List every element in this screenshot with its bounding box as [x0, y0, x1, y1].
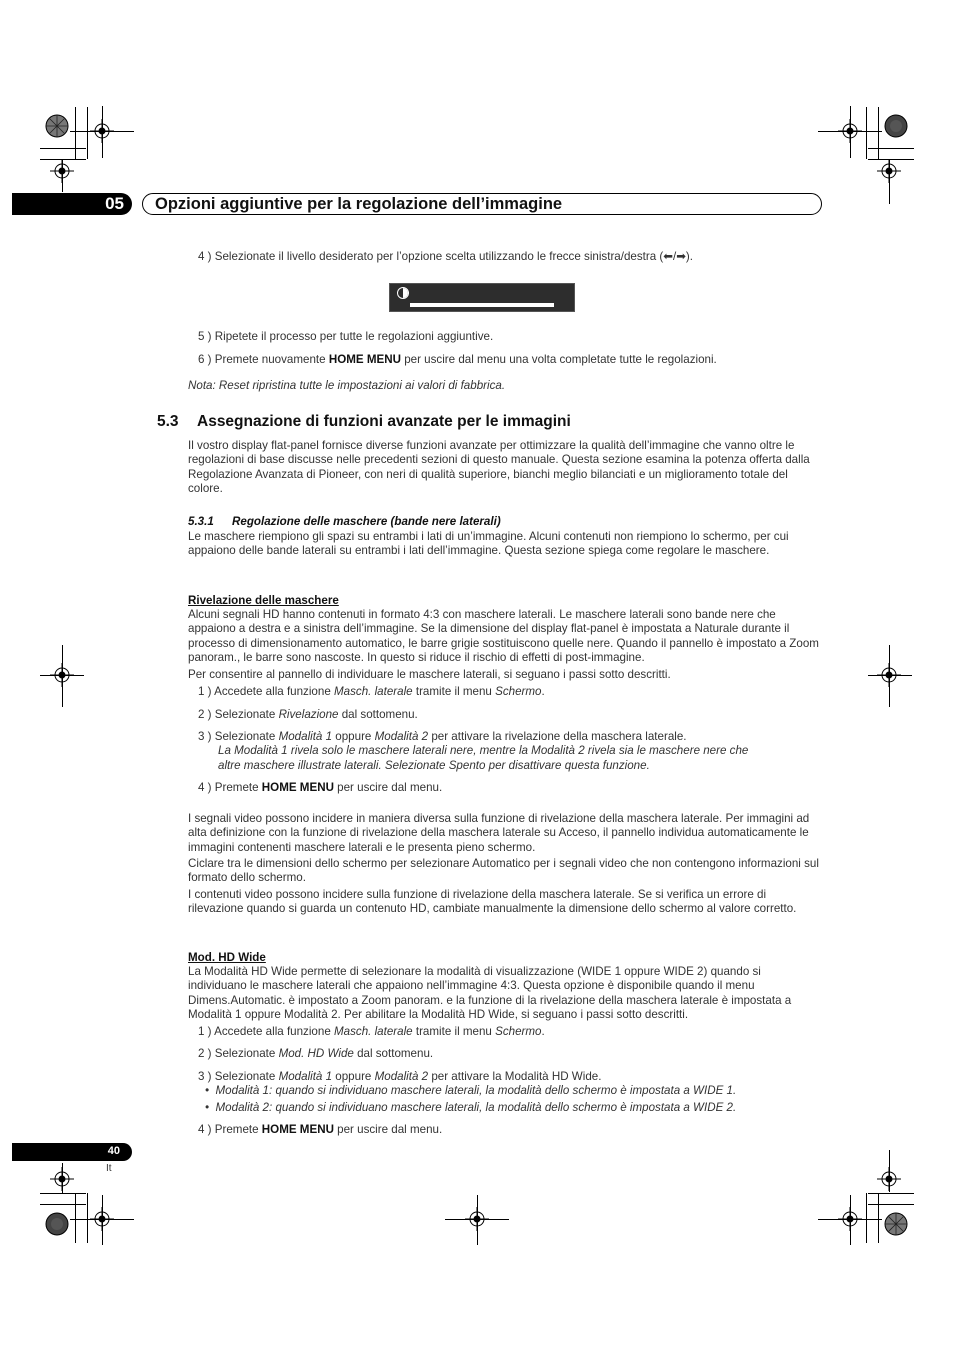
bullet-mark: • [205, 1084, 210, 1097]
registration-mark-icon [50, 663, 74, 687]
rivelazione-heading: Rivelazione delle maschere [188, 594, 339, 607]
riv-step-4 [198, 781, 442, 795]
bullet-mark: • [205, 1101, 210, 1114]
registration-mark-icon [877, 663, 901, 687]
riv-step-3-note-2: altre maschere illustrate laterali. Selezionate Spento per disattivare questa funzione. [218, 759, 650, 772]
hd-bullet-2 [205, 1101, 736, 1115]
hd-step-3 [198, 1070, 601, 1084]
step-text: per uscire dal menu. [333, 781, 443, 794]
bullet-text: Modalità 2: quando si individuano maschere laterali, la modalità dello schermo è impostata a WIDE 2. [215, 1101, 737, 1114]
step-text-italic: Masch. laterale [334, 685, 413, 698]
page-number-badge [12, 1143, 132, 1161]
chapter-title-box [142, 193, 822, 215]
step-6 [198, 353, 717, 367]
step-text: oppure [332, 1070, 375, 1083]
chapter-title: Opzioni aggiuntive per la regolazione dell’immagine [155, 195, 563, 213]
step-text: 3 ) Selezionate [198, 1070, 279, 1083]
registration-mark-icon [465, 1207, 489, 1231]
registration-mark-icon [90, 119, 114, 143]
home-menu-label: HOME MENU [261, 1123, 334, 1136]
rosette-mark-icon [884, 114, 908, 138]
section-number: 5.3 [157, 413, 179, 430]
riv-step-3-note-1: La Modalità 1 rivela solo le maschere laterali nere, mentre la Modalità 2 rivela sia le maschere nere che [218, 744, 749, 757]
step-text-italic: Modalità 1 [278, 730, 333, 743]
step-text-italic: Rivelazione [278, 708, 339, 721]
subsection-number: 5.3.1 [188, 515, 214, 528]
osd-level-bar [389, 283, 575, 312]
rosette-mark-icon [45, 114, 69, 138]
section-body: Il vostro display flat-panel fornisce diverse funzioni avanzate per ottimizzare la qualità dell’immagine che vanno oltre le regolazioni di base discusse nelle precedenti sezioni di questo manuale. Questa sezione esamina la potenza offerta dalla Regolazione Avanzata di Pioneer, con neri di qualità superiore, bianchi meglio bilanciati e un miglioramento totale del colore. [188, 439, 810, 496]
step-text: per attivare la Modalità HD Wide. [428, 1070, 602, 1083]
rosette-mark-icon [45, 1212, 69, 1236]
riv-step-3 [198, 730, 687, 744]
step-text: 3 ) Selezionate [198, 730, 279, 743]
registration-mark-icon [50, 159, 74, 183]
step-text-italic: Modalità 2 [374, 730, 429, 743]
osd-fill [410, 303, 525, 307]
step-text: oppure [332, 730, 375, 743]
step-4: 4 ) Selezionate il livello desiderato per l’opzione scelta utilizzando le frecce sinistra/destra (⬅/➡). [198, 250, 694, 263]
step-text: tramite il menu [412, 685, 496, 698]
contrast-icon [397, 287, 409, 299]
step-text: 4 ) Premete [198, 781, 262, 794]
step-text: . [541, 1025, 545, 1038]
step-text-italic: Schermo [495, 1025, 542, 1038]
registration-mark-icon [877, 159, 901, 183]
step-text: tramite il menu [412, 1025, 496, 1038]
registration-mark-icon [838, 1207, 862, 1231]
osd-track [410, 303, 554, 307]
hd-step-1 [198, 1025, 545, 1039]
registration-mark-icon [90, 1207, 114, 1231]
subsection-heading [188, 515, 501, 528]
subsection-title: Regolazione delle maschere (bande nere laterali) [232, 515, 501, 528]
section-title: Assegnazione di funzioni avanzate per le immagini [197, 413, 571, 430]
home-menu-label: HOME MENU [328, 353, 401, 366]
step-6-text-end: per uscire dal menu una volta completate tutte le regolazioni. [400, 353, 717, 366]
hd-step-4 [198, 1123, 442, 1137]
riv-para-1: I segnali video possono incidere in maniera diversa sulla funzione di rivelazione della maschera laterale. Per immagini ad alta definizione con la funzione di rivelazione della maschera laterale su Acceso, il pannello individua automaticamente le immagini contenenti maschere laterali e le presenta pieno schermo. [188, 812, 810, 854]
step-text: . [541, 685, 545, 698]
step-text: 1 ) Accedete alla funzione [198, 1025, 334, 1038]
chapter-badge [12, 193, 132, 215]
step-text: 1 ) Accedete alla funzione [198, 685, 334, 698]
rivelazione-body1: Alcuni segnali HD hanno contenuti in formato 4:3 con maschere laterali. Le maschere laterali sono bande nere che appaiono a destra e a sinistra dell’immagine. Se la dimensione del display flat-panel è impostata a Naturale durante il processo di dimensionamento automatico, le barre grigie sostituiscono quelle nere. Quando il pannello è impostato a Zoom panoram., le barre sono nascoste. In questo si riduce il rischio di effetti di post-immagine. [188, 608, 819, 665]
step-text: per uscire dal menu. [333, 1123, 443, 1136]
note: Nota: Reset ripristina tutte le impostazioni ai valori di fabbrica. [188, 379, 506, 392]
step-6-text: 6 ) Premete nuovamente [198, 353, 329, 366]
section-heading [157, 413, 571, 431]
step-text-italic: Masch. laterale [334, 1025, 413, 1038]
step-text-italic: Modalità 1 [278, 1070, 333, 1083]
chapter-number: 05 [105, 194, 124, 213]
hdwide-body: La Modalità HD Wide permette di selezionare la modalità di visualizzazione (WIDE 1 oppure WIDE 2) quando si individuano le maschere laterali che appaiono nell’immagine 4:3. Questa opzione è disponibile quando il menu Dimens.Automatic. è impostato a Zoom panoram. e la funzione di la rivelazione della maschera laterale è impostata a Modalità 1 oppure Modalità 2. Per abilitare la Modalità HD Wide, si seguano i passi sotto descritti. [188, 965, 792, 1022]
step-text: dal sottomenu. [353, 1047, 434, 1060]
registration-mark-icon [838, 119, 862, 143]
step-text-italic: Mod. HD Wide [278, 1047, 354, 1060]
rosette-mark-icon [884, 1212, 908, 1236]
riv-para-3: I contenuti video possono incidere sulla funzione di rivelazione della maschera laterale. Se si verifica un errore di rilevazione quando si guarda un contenuto HD, cambiate manualmente la dimensione dello schermo al valore corretto. [188, 888, 797, 916]
registration-mark-icon [50, 1167, 74, 1191]
step-5: 5 ) Ripetete il processo per tutte le regolazioni aggiuntive. [198, 330, 494, 343]
hd-bullet-1 [205, 1084, 736, 1098]
hdwide-heading: Mod. HD Wide [188, 951, 266, 964]
step-text: dal sottomenu. [338, 708, 418, 721]
language-code: It [106, 1163, 112, 1174]
riv-step-1 [198, 685, 545, 699]
riv-para-2: Ciclare tra le dimensioni dello schermo per selezionare Automatico per i segnali video che non contengono informazioni sul formato dello schermo. [188, 857, 819, 885]
home-menu-label: HOME MENU [261, 781, 334, 794]
riv-step-2 [198, 708, 418, 722]
subsection-body: Le maschere riempiono gli spazi su entrambi i lati di un’immagine. Alcuni contenuti non riempiono lo schermo, per cui appaiono delle bande laterali su entrambi i lati dell’immagine. Questa sezione spiega come regolare le maschere. [188, 530, 789, 558]
step-text: 2 ) Selezionate [198, 708, 279, 721]
page-number: 40 [107, 1145, 120, 1157]
step-text: 4 ) Premete [198, 1123, 262, 1136]
registration-mark-icon [877, 1167, 901, 1191]
step-text-italic: Modalità 2 [374, 1070, 429, 1083]
hd-step-2 [198, 1047, 433, 1061]
step-text: 2 ) Selezionate [198, 1047, 279, 1060]
step-text-italic: Schermo [495, 685, 542, 698]
bullet-text: Modalità 1: quando si individuano maschere laterali, la modalità dello schermo è impostata a WIDE 1. [215, 1084, 737, 1097]
rivelazione-body2: Per consentire al pannello di individuare le maschere laterali, si seguano i passi sotto descritti. [188, 668, 671, 681]
step-text: per attivare la rivelazione della maschera laterale. [428, 730, 687, 743]
